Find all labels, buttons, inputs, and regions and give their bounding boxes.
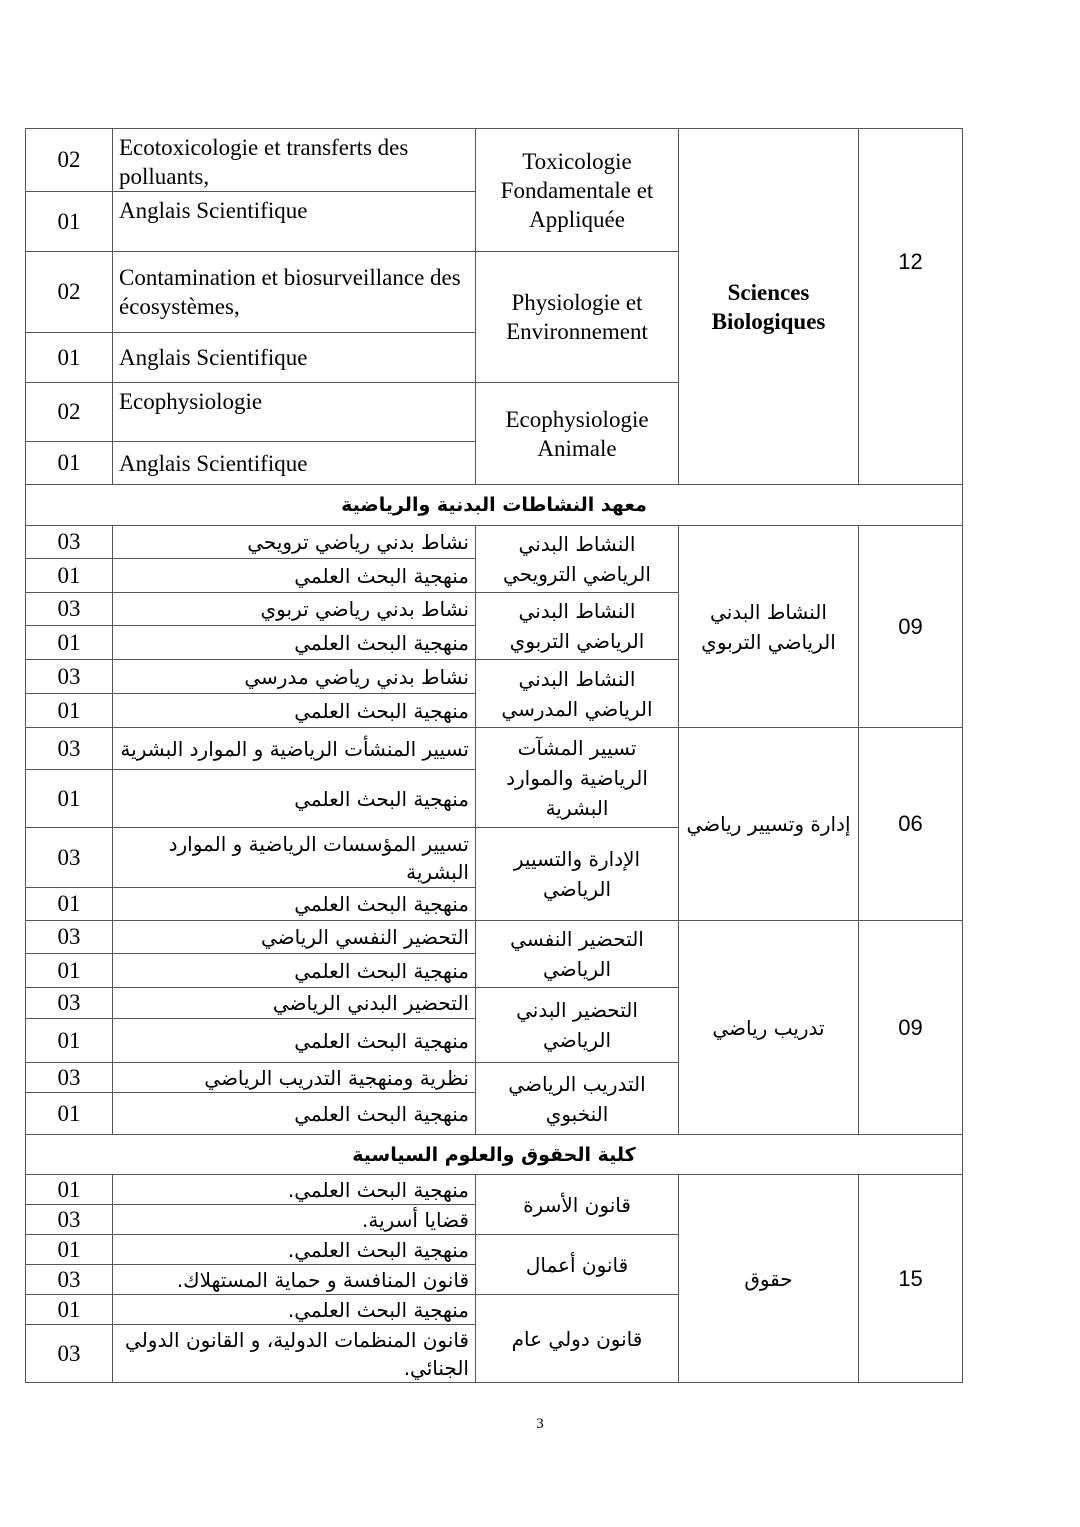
module-cell: منهجية البحث العلمي. xyxy=(113,1295,476,1325)
module-cell: Anglais Scientifique xyxy=(113,192,476,252)
places-cell: 12 xyxy=(859,129,963,485)
coefficient-cell: 03 xyxy=(26,1265,113,1295)
specialty-cell: الإدارة والتسيير الرياضي xyxy=(476,828,679,921)
module-cell: منهجية البحث العلمي xyxy=(113,1019,476,1063)
filiere-cell: إدارة وتسيير رياضي xyxy=(679,728,859,921)
coefficient-cell: 02 xyxy=(26,129,113,192)
coefficient-cell: 03 xyxy=(26,593,113,626)
specialty-cell: Physiologie et Environnement xyxy=(476,252,679,383)
filiere-cell: النشاط البدني الرياضي التربوي xyxy=(679,526,859,728)
module-cell: منهجية البحث العلمي xyxy=(113,626,476,660)
table-row xyxy=(26,526,963,559)
specialty-cell: النشاط البدني الرياضي الترويحي xyxy=(476,526,679,593)
coefficient-cell: 01 xyxy=(26,442,113,485)
specialty-cell: التدريب الرياضي النخبوي xyxy=(476,1063,679,1135)
specialties-table xyxy=(25,128,963,1383)
specialty-cell: قانون الأسرة xyxy=(476,1175,679,1235)
module-cell: Ecophysiologie xyxy=(113,383,476,442)
specialty-cell: النشاط البدني الرياضي المدرسي xyxy=(476,660,679,728)
table-row xyxy=(26,129,963,192)
coefficient-cell: 03 xyxy=(26,988,113,1019)
module-cell: قضايا أسرية. xyxy=(113,1205,476,1235)
coefficient-cell: 01 xyxy=(26,559,113,593)
coefficient-cell: 01 xyxy=(26,626,113,660)
module-cell: منهجية البحث العلمي. xyxy=(113,1175,476,1205)
module-cell: منهجية البحث العلمي xyxy=(113,559,476,593)
coefficient-cell: 01 xyxy=(26,954,113,988)
coefficient-cell: 01 xyxy=(26,1019,113,1063)
coefficient-cell: 03 xyxy=(26,526,113,559)
coefficient-cell: 02 xyxy=(26,252,113,333)
module-cell: التحضير البدني الرياضي xyxy=(113,988,476,1019)
page-number: 3 xyxy=(536,1416,544,1432)
table-row xyxy=(26,921,963,954)
module-cell: Anglais Scientifique xyxy=(113,442,476,485)
module-cell: قانون المنافسة و حماية المستهلاك. xyxy=(113,1265,476,1295)
section-title: معهد النشاطات البدنية والرياضية xyxy=(26,485,963,526)
module-cell: نشاط بدني رياضي ترويحي xyxy=(113,526,476,559)
module-cell: Anglais Scientifique xyxy=(113,333,476,383)
coefficient-cell: 03 xyxy=(26,828,113,888)
module-cell: Ecotoxicologie et transferts des polluants, xyxy=(113,129,476,192)
module-cell: منهجية البحث العلمي xyxy=(113,770,476,828)
coefficient-cell: 01 xyxy=(26,192,113,252)
places-cell: 15 xyxy=(859,1175,963,1383)
coefficient-cell: 03 xyxy=(26,921,113,954)
coefficient-cell: 01 xyxy=(26,694,113,728)
module-cell: نشاط بدني رياضي تربوي xyxy=(113,593,476,626)
module-cell: منهجية البحث العلمي xyxy=(113,1093,476,1135)
section-header-row xyxy=(26,485,963,526)
specialty-cell: التحضير النفسي الرياضي xyxy=(476,921,679,988)
module-cell: منهجية البحث العلمي xyxy=(113,888,476,921)
specialty-cell: Toxicologie Fondamentale et Appliquée xyxy=(476,129,679,252)
module-cell: نشاط بدني رياضي مدرسي xyxy=(113,660,476,694)
places-cell: 09 xyxy=(859,921,963,1135)
module-cell: قانون المنظمات الدولية، و القانون الدولي الجنائي. xyxy=(113,1325,476,1383)
coefficient-cell: 03 xyxy=(26,1205,113,1235)
coefficient-cell: 03 xyxy=(26,1325,113,1383)
module-cell: Contamination et biosurveillance des écosystèmes, xyxy=(113,252,476,333)
coefficient-cell: 03 xyxy=(26,660,113,694)
coefficient-cell: 01 xyxy=(26,1175,113,1205)
module-cell: نظرية ومنهجية التدريب الرياضي xyxy=(113,1063,476,1093)
table-row xyxy=(26,728,963,770)
table-row xyxy=(26,1175,963,1205)
filiere-cell: Sciences Biologiques xyxy=(679,129,859,485)
module-cell: منهجية البحث العلمي. xyxy=(113,1235,476,1265)
specialty-cell: قانون دولي عام xyxy=(476,1295,679,1383)
places-cell: 06 xyxy=(859,728,963,921)
coefficient-cell: 01 xyxy=(26,770,113,828)
coefficient-cell: 01 xyxy=(26,1235,113,1265)
module-cell: منهجية البحث العلمي xyxy=(113,694,476,728)
coefficient-cell: 01 xyxy=(26,333,113,383)
coefficient-cell: 01 xyxy=(26,1093,113,1135)
coefficient-cell: 01 xyxy=(26,1295,113,1325)
coefficient-cell: 03 xyxy=(26,728,113,770)
places-cell: 09 xyxy=(859,526,963,728)
module-cell: التحضير النفسي الرياضي xyxy=(113,921,476,954)
module-cell: تسيير المؤسسات الرياضية و الموارد البشرية xyxy=(113,828,476,888)
filiere-cell: تدريب رياضي xyxy=(679,921,859,1135)
section-title: كلية الحقوق والعلوم السياسية xyxy=(26,1135,963,1175)
coefficient-cell: 02 xyxy=(26,383,113,442)
specialty-cell: تسيير المشآت الرياضية والموارد البشرية xyxy=(476,728,679,828)
specialty-cell: التحضير البدني الرياضي xyxy=(476,988,679,1063)
coefficient-cell: 01 xyxy=(26,888,113,921)
module-cell: منهجية البحث العلمي xyxy=(113,954,476,988)
specialty-cell: قانون أعمال xyxy=(476,1235,679,1295)
module-cell: تسيير المنشأت الرياضية و الموارد البشرية xyxy=(113,728,476,770)
specialty-cell: Ecophysiologie Animale xyxy=(476,383,679,485)
specialty-cell: النشاط البدني الرياضي التربوي xyxy=(476,593,679,660)
coefficient-cell: 03 xyxy=(26,1063,113,1093)
section-header-row xyxy=(26,1135,963,1175)
filiere-cell: حقوق xyxy=(679,1175,859,1383)
